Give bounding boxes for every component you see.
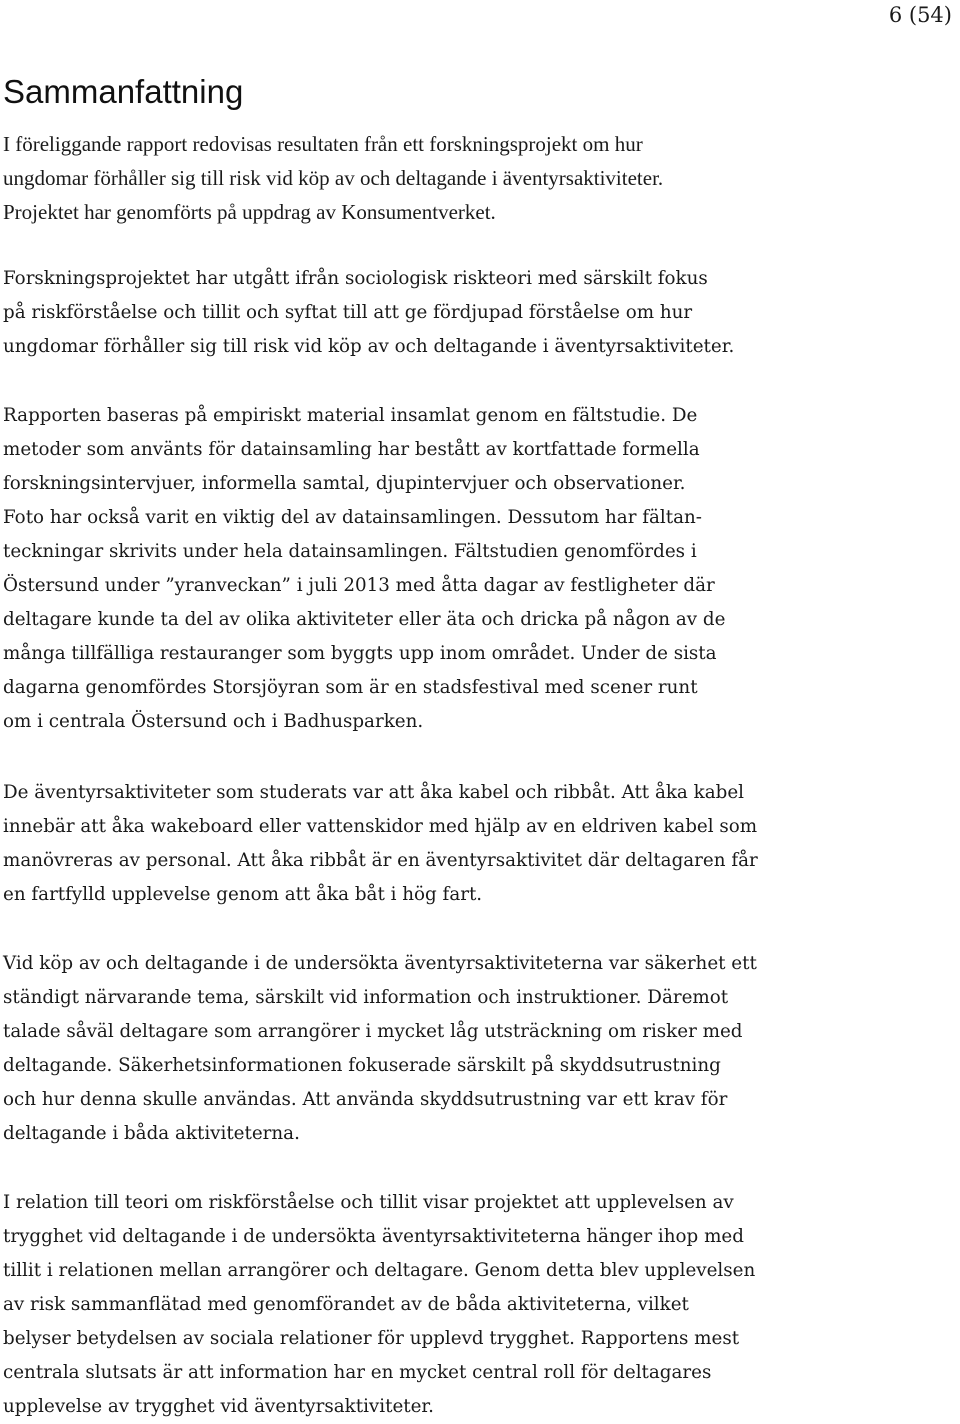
- page-number: 6 (54): [888, 3, 952, 27]
- paragraph-method: Rapporten baseras på empiriskt material insamlat genom en fältstudie. De metoder som använts för datainsamling har bestått av kortfattade formella forskningsintervjuer, informella samtal, djupintervjuer och observationer. Foto har också varit en viktig del av datainsamlingen. Dessutom har fältan- teckningar skrivits under hela datainsamlingen. Fältstudien genomfördes i Östersund under ”yranveckan” i juli 2013 med åtta dagar av festligheter där deltagare kunde ta del av olika aktiviteter eller äta och dricka på någon av de många tillfälliga restauranger som byggts upp inom området. Under de sista dagarna genomfördes Storsjöyran som är en stadsfestival med scener runt om i centrala Östersund och i Badhusparken.: [3, 405, 726, 732]
- paragraph-intro: I föreliggande rapport redovisas resultaten från ett forskningsprojekt om hur ungdomar förhåller sig till risk vid köp av och deltagande i äventyrsaktiviteter. Projektet har genomförts på uppdrag av Konsumentverket.: [3, 132, 664, 224]
- paragraph-theory: Forskningsprojektet har utgått ifrån sociologisk riskteori med särskilt fokus på riskförståelse och tillit och syftat till att ge fördjupad förståelse om hur ungdomar förhåller sig till risk vid köp av och deltagande i äventyrsaktiviteter.: [3, 268, 735, 357]
- paragraph-safety: Vid köp av och deltagande i de undersökta äventyrsaktiviteterna var säkerhet ett ständigt närvarande tema, särskilt vid information och instruktioner. Däremot talade såväl deltagare som arrangörer i mycket låg utsträckning om risker med deltagande. Säkerhetsinformationen fokuserade särskilt på skyddsutrustning och hur denna skulle användas. Att använda skyddsutrustning var ett krav för deltagande i båda aktiviteterna.: [3, 953, 757, 1144]
- section-heading: Sammanfattning: [3, 73, 244, 110]
- paragraph-conclusion: I relation till teori om riskförståelse och tillit visar projektet att upplevelsen av trygghet vid deltagande i de undersökta äventyrsaktiviteterna hänger ihop med tillit i relationen mellan arrangörer och deltagare. Genom detta blev upplevelsen av risk sammanflätad med genomförandet av de båda aktiviteterna, vilket belyser betydelsen av sociala relationer för upplevd trygghet. Rapportens mest centrala slutsats är att information har en mycket central roll för deltagares upplevelse av trygghet vid äventyrsaktiviteter.: [3, 1192, 756, 1417]
- paragraph-activities: De äventyrsaktiviteter som studerats var att åka kabel och ribbåt. Att åka kabel innebär att åka wakeboard eller vattenskidor med hjälp av en eldriven kabel som manövreras av personal. Att åka ribbåt är en äventyrsaktivitet där deltagaren får en fartfylld upplevelse genom att åka båt i hög fart.: [3, 782, 758, 905]
